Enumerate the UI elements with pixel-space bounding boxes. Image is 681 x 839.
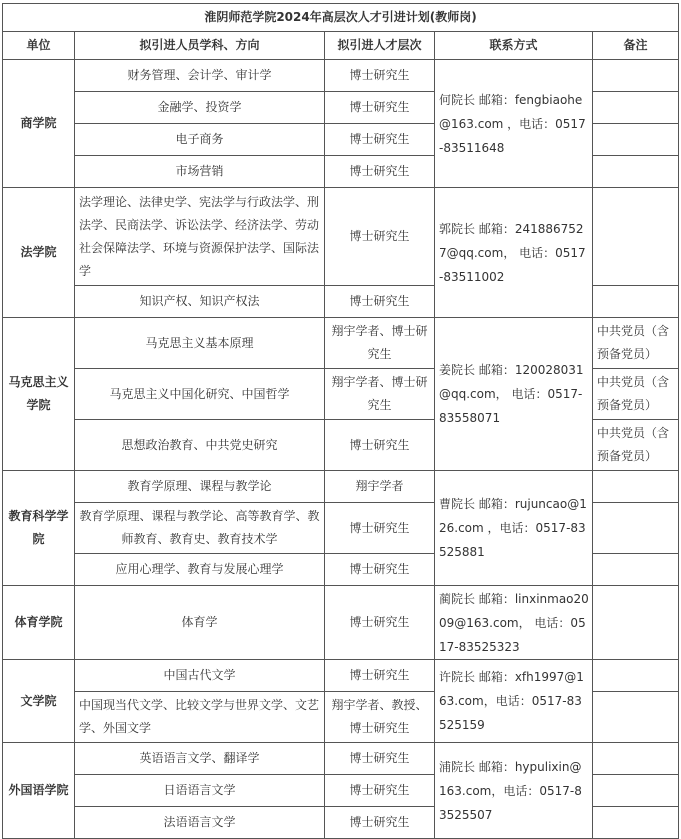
header-level: 拟引进人才层次 — [325, 32, 435, 60]
unit-cell: 教育科学学院 — [3, 471, 75, 586]
contact-cell: 姜院长 邮箱：120028031@qq.com， 电话：0517-83558071 — [435, 318, 593, 471]
header-contact: 联系方式 — [435, 32, 593, 60]
header-note: 备注 — [593, 32, 679, 60]
note-cell: 中共党员（含预备党员） — [593, 369, 679, 420]
note-cell: 中共党员（含预备党员） — [593, 318, 679, 369]
contact-cell: 何院长 邮箱：fengbiaohe@163.com ，电话：0517-83511648 — [435, 60, 593, 188]
level-cell: 博士研究生 — [325, 503, 435, 554]
subject-cell: 中国古代文学 — [75, 660, 325, 692]
note-cell — [593, 156, 679, 188]
unit-cell: 外国语学院 — [3, 743, 75, 839]
header-row — [3, 32, 679, 60]
subject-cell: 中国现当代文学、比较文学与世界文学、文艺学、外国文学 — [75, 692, 325, 743]
unit-cell: 文学院 — [3, 660, 75, 743]
header-subject: 拟引进人员学科、方向 — [75, 32, 325, 60]
level-cell: 博士研究生 — [325, 92, 435, 124]
note-cell — [593, 807, 679, 839]
level-cell: 翔宇学者、教授、博士研究生 — [325, 692, 435, 743]
level-cell: 博士研究生 — [325, 286, 435, 318]
subject-cell: 教育学原理、课程与教学论、高等教育学、教师教育、教育史、教育技术学 — [75, 503, 325, 554]
table-title: 淮阴师范学院2024年高层次人才引进计划(教师岗) — [3, 4, 679, 32]
table-row — [3, 471, 679, 503]
unit-cell: 体育学院 — [3, 586, 75, 660]
note-cell — [593, 692, 679, 743]
note-cell — [593, 188, 679, 286]
table-row — [3, 586, 679, 660]
note-cell — [593, 92, 679, 124]
table-row — [3, 660, 679, 692]
level-cell: 翔宇学者、博士研究生 — [325, 369, 435, 420]
subject-cell: 日语语言文学 — [75, 775, 325, 807]
contact-cell: 曹院长 邮箱：rujuncao@126.com ，电话：0517-83525881 — [435, 471, 593, 586]
level-cell: 博士研究生 — [325, 188, 435, 286]
note-cell — [593, 586, 679, 660]
talent-plan-table — [2, 3, 679, 839]
subject-cell: 金融学、投资学 — [75, 92, 325, 124]
note-cell — [593, 286, 679, 318]
note-cell — [593, 775, 679, 807]
unit-cell: 法学院 — [3, 188, 75, 318]
note-cell — [593, 743, 679, 775]
note-cell — [593, 60, 679, 92]
subject-cell: 马克思主义中国化研究、中国哲学 — [75, 369, 325, 420]
note-cell — [593, 503, 679, 554]
contact-cell: 蔺院长 邮箱：linxinmao2009@163.com， 电话：0517-83525323 — [435, 586, 593, 660]
title-row — [3, 4, 679, 32]
subject-cell: 法语语言文学 — [75, 807, 325, 839]
contact-cell: 郭院长 邮箱：2418867527@qq.com， 电话：0517-83511002 — [435, 188, 593, 318]
note-cell — [593, 124, 679, 156]
subject-cell: 体育学 — [75, 586, 325, 660]
level-cell: 博士研究生 — [325, 586, 435, 660]
level-cell: 博士研究生 — [325, 124, 435, 156]
contact-cell: 许院长 邮箱：xfh1997@163.com，电话：0517-83525159 — [435, 660, 593, 743]
subject-cell: 应用心理学、教育与发展心理学 — [75, 554, 325, 586]
note-cell — [593, 660, 679, 692]
level-cell: 博士研究生 — [325, 660, 435, 692]
level-cell: 博士研究生 — [325, 420, 435, 471]
subject-cell: 马克思主义基本原理 — [75, 318, 325, 369]
header-unit: 单位 — [3, 32, 75, 60]
level-cell: 博士研究生 — [325, 807, 435, 839]
note-cell — [593, 471, 679, 503]
table-row — [3, 60, 679, 92]
subject-cell: 电子商务 — [75, 124, 325, 156]
table-row — [3, 188, 679, 286]
table-row — [3, 318, 679, 369]
level-cell: 博士研究生 — [325, 775, 435, 807]
unit-cell: 马克思主义学院 — [3, 318, 75, 471]
subject-cell: 法学理论、法律史学、宪法学与行政法学、刑法学、民商法学、诉讼法学、经济法学、劳动社会保障法学、环境与资源保护法学、国际法学 — [75, 188, 325, 286]
subject-cell: 思想政治教育、中共党史研究 — [75, 420, 325, 471]
level-cell: 博士研究生 — [325, 743, 435, 775]
subject-cell: 教育学原理、课程与教学论 — [75, 471, 325, 503]
level-cell: 博士研究生 — [325, 60, 435, 92]
level-cell: 翔宇学者 — [325, 471, 435, 503]
level-cell: 博士研究生 — [325, 554, 435, 586]
table-row — [3, 743, 679, 775]
subject-cell: 市场营销 — [75, 156, 325, 188]
level-cell: 博士研究生 — [325, 156, 435, 188]
subject-cell: 财务管理、会计学、审计学 — [75, 60, 325, 92]
level-cell: 翔宇学者、博士研究生 — [325, 318, 435, 369]
subject-cell: 知识产权、知识产权法 — [75, 286, 325, 318]
subject-cell: 英语语言文学、翻译学 — [75, 743, 325, 775]
note-cell: 中共党员（含预备党员） — [593, 420, 679, 471]
unit-cell: 商学院 — [3, 60, 75, 188]
contact-cell: 浦院长 邮箱：hypulixin@163.com，电话：0517-83525507 — [435, 743, 593, 839]
note-cell — [593, 554, 679, 586]
